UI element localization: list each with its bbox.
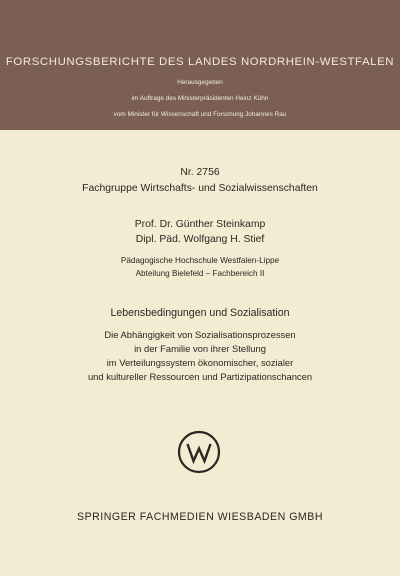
institution-line-1: Pädagogische Hochschule Westfalen-Lippe [120,256,280,265]
report-number: Nr. 2756 [180,167,220,178]
institution-line-2: Abteilung Bielefeld – Fachbereich II [135,269,265,278]
minister-line: vom Minister für Wissenschaft und Forschung Johannes Rau [113,111,287,118]
header-band [0,0,400,130]
w-circle-logo-icon [177,430,221,474]
publisher-name: SPRINGER FACHMEDIEN WIESBADEN GMBH [77,511,323,523]
commission-line: im Auftrage des Ministerpräsidenten Heinz Kühn [131,95,269,102]
subtitle-line-4: und kultureller Ressourcen und Partizipationschancen [87,371,313,382]
author-1: Prof. Dr. Günther Steinkamp [134,219,266,230]
report-field: Fachgruppe Wirtschafts- und Sozialwissenschaften [82,183,318,194]
subtitle-line-3: im Verteilungssystem ökonomischer, sozialer [106,357,294,368]
book-title: Lebensbedingungen und Sozialisation [110,307,290,319]
author-2: Dipl. Päd. Wolfgang H. Stief [135,234,265,245]
series-title: FORSCHUNGSBERICHTE DES LANDES NORDRHEIN-WESTFALEN [5,56,395,68]
edited-label: Herausgegeben [177,79,223,86]
subtitle-line-2: in der Familie von ihrer Stellung [134,343,266,354]
subtitle-line-1: Die Abhängigkeit von Sozialisationsprozessen [104,329,296,340]
